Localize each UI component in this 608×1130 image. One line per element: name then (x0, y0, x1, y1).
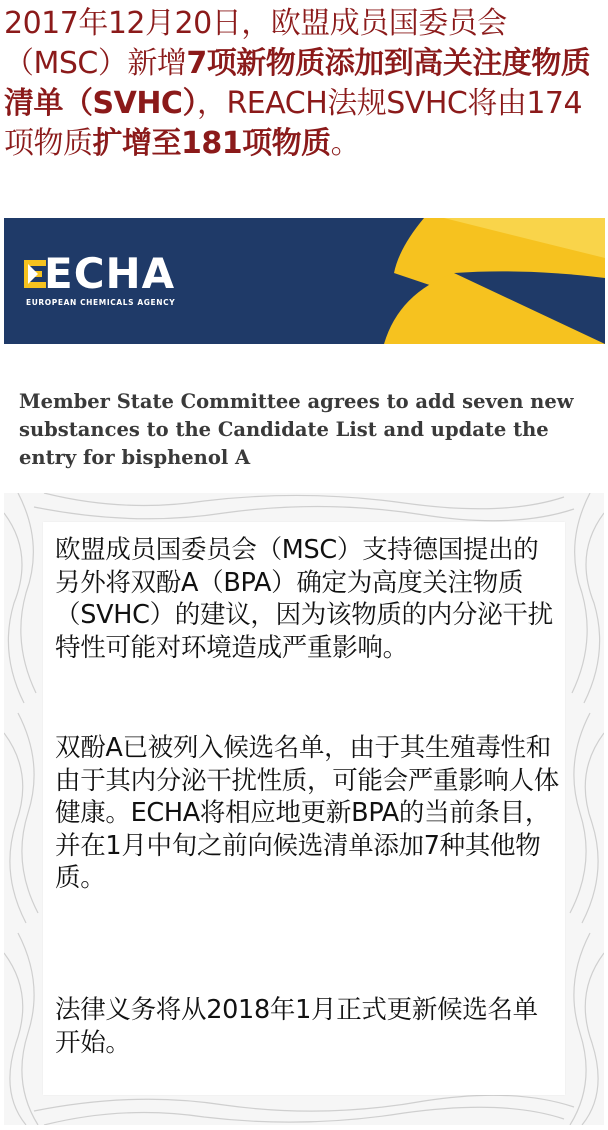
headline-text-3: 。 (330, 126, 361, 161)
press-release-title: Member State Committee agrees to add seven new substances to the Candidate List and update the entry for bisphenol A (19, 390, 574, 469)
headline-text-1: 2017年12月20日，欧盟成员国委员会（MSC）新增 (4, 6, 507, 81)
paragraph-1: 欧盟成员国委员会（MSC）支持德国提出的另外将双酚A（BPA）确定为高度关注物质（SVHC）的建议，因为该物质的内分泌干扰特性可能对环境造成严重影响。 (55, 535, 553, 663)
echa-banner (4, 218, 605, 344)
headline (4, 4, 604, 164)
paragraph-2: 双酚A已被列入候选名单，由于其生殖毒性和由于其内分泌干扰性质，可能会严重影响人体健康。ECHA将相应地更新BPA的当前条目，并在1月中旬之前向候选清单添加7种其他物质。 (55, 733, 560, 893)
content-panel (43, 522, 565, 1095)
headline-emphasis-2: 扩增至181项物质 (92, 126, 331, 161)
echa-logo-subtitle: EUROPEAN CHEMICALS AGENCY (26, 298, 176, 307)
echa-logo-text: ECHA (44, 249, 176, 298)
headline-text-2: ，REACH法规SVHC将由174项物质 (4, 86, 583, 161)
paragraph-3: 法律义务将从2018年1月正式更新候选名单开始。 (55, 995, 538, 1058)
echa-logo-icon (24, 260, 46, 288)
headline-emphasis-1: 7项新物质添加到高关注度物质清单（SVHC） (4, 46, 591, 121)
